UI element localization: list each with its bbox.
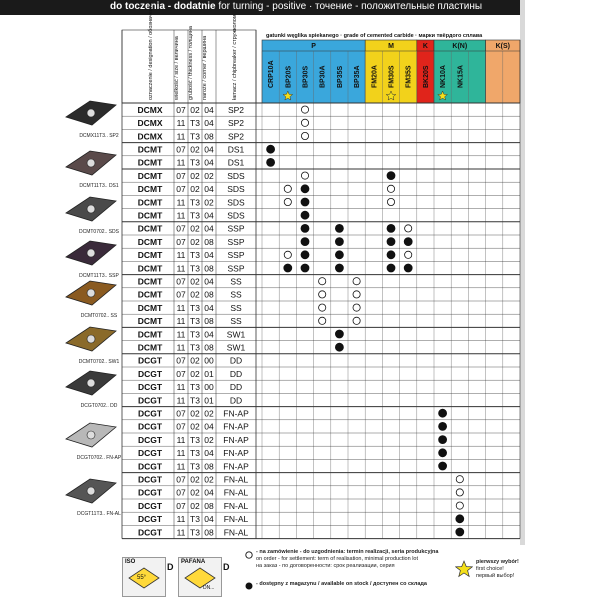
row-size: 07: [176, 144, 186, 155]
row-designation: DCGT: [137, 408, 163, 419]
row-corner: 08: [204, 342, 214, 353]
grade-group-label: P: [311, 43, 316, 50]
grade-group-label: K: [422, 43, 428, 50]
on-order-mark: [284, 198, 291, 205]
row-thickness: T3: [190, 118, 200, 129]
iso-angle: 55°: [137, 575, 147, 581]
row-chipbreaker: SW1: [226, 329, 246, 340]
row-chipbreaker: FN-AP: [223, 461, 249, 472]
available-on-stock-mark: [439, 436, 447, 444]
insert-caption: DCGT0702.. FN-AP: [76, 455, 122, 461]
row-corner: 04: [204, 250, 214, 261]
row-thickness: 02: [190, 500, 200, 511]
iso-shape: D: [167, 562, 174, 572]
legend: [0, 545, 600, 600]
row-size: 11: [176, 448, 186, 459]
row-chipbreaker: SDS: [227, 170, 245, 181]
row-chipbreaker: DD: [229, 355, 243, 366]
row-designation: DCMT: [137, 223, 163, 234]
insert-caption: DCGT11T3.. FN-AL: [77, 511, 121, 517]
on-order-mark: [301, 106, 308, 113]
row-size: 07: [176, 104, 186, 115]
row-designation: DCMX: [137, 118, 163, 129]
grade-group-header: gatunki węglika spiekanego · grade of cemented carbide · марки твёрдого сплава: [266, 33, 483, 39]
row-chipbreaker: SS: [230, 316, 242, 327]
available-on-stock-mark: [387, 251, 395, 259]
column-header-designation: oznaczenie / designation / обозначение: [148, 2, 154, 100]
row-chipbreaker: SP2: [227, 104, 245, 115]
grade-name: BP30S: [302, 65, 310, 88]
on-order-mark: [387, 185, 394, 192]
row-thickness: 02: [190, 355, 200, 366]
row-chipbreaker: FN-AP: [223, 421, 249, 432]
row-size: 11: [176, 302, 186, 313]
row-size: 07: [176, 500, 186, 511]
row-chipbreaker: FN-AP: [223, 408, 249, 419]
row-designation: DCGT: [137, 527, 163, 538]
row-thickness: T3: [190, 197, 200, 208]
available-on-stock-mark: [387, 264, 395, 272]
row-designation: DCMT: [137, 316, 163, 327]
iso-badge: [122, 557, 174, 597]
grade-name: FM30S: [388, 65, 396, 88]
row-thickness: T3: [190, 157, 200, 168]
row-designation: DCGT: [137, 514, 163, 525]
header-title-bold: do toczenia - dodatnie: [110, 1, 216, 12]
row-corner: 04: [204, 223, 214, 234]
row-designation: DCMX: [137, 104, 163, 115]
row-corner: 02: [204, 197, 214, 208]
available-on-stock-mark: [335, 238, 343, 246]
row-designation: DCMT: [137, 170, 163, 181]
legend-open-line2: on order - for settlement: term of realisation, minimal production lot: [256, 556, 419, 562]
row-chipbreaker: FN-AP: [223, 434, 249, 445]
row-corner: 04: [204, 514, 214, 525]
row-corner: 04: [204, 118, 214, 129]
grade-group-label: M: [388, 43, 394, 50]
row-designation: DCGT: [137, 368, 163, 379]
row-chipbreaker: SSP: [227, 223, 245, 234]
column-header-size: wielkość / size / величина: [174, 36, 180, 100]
row-chipbreaker: SSP: [227, 236, 245, 247]
row-size: 07: [176, 408, 186, 419]
grade-name: FM20A: [371, 65, 379, 88]
available-on-stock-mark: [335, 251, 343, 259]
on-order-mark: [353, 291, 360, 298]
row-size: 11: [176, 157, 186, 168]
on-order-mark: [319, 278, 326, 285]
first-choice-text: [476, 559, 519, 580]
on-order-mark: [456, 489, 463, 496]
column-header-thickness: grubość / thickness / толщина: [188, 26, 194, 100]
row-thickness: T3: [190, 514, 200, 525]
row-size: 11: [176, 263, 186, 274]
insert-caption: DCMT11T3.. SSP: [79, 273, 119, 279]
row-designation: DCGT: [137, 474, 163, 485]
row-designation: DCMT: [137, 184, 163, 195]
row-thickness: 02: [190, 144, 200, 155]
row-corner: 01: [204, 395, 214, 406]
legend-filled-text: [256, 581, 427, 588]
row-corner: 08: [204, 289, 214, 300]
row-designation: DCMT: [137, 144, 163, 155]
grade-group-label: K(N): [452, 43, 468, 50]
row-thickness: 02: [190, 487, 200, 498]
row-corner: 04: [204, 329, 214, 340]
on-order-mark: [405, 225, 412, 232]
grade-name: NK15A: [457, 65, 465, 88]
row-size: 07: [176, 236, 186, 247]
insert-caption: DCMT0702.. SS: [80, 313, 118, 319]
row-size: 07: [176, 276, 186, 287]
row-chipbreaker: DD: [229, 368, 243, 379]
on-order-mark: [301, 132, 308, 139]
on-order-mark: [319, 304, 326, 311]
available-on-stock-mark: [439, 422, 447, 430]
row-designation: DCMT: [137, 329, 163, 340]
available-on-stock-mark: [267, 145, 275, 153]
grade-name: CRP10A: [268, 60, 276, 88]
row-designation: DCGT: [137, 421, 163, 432]
row-corner: 04: [204, 210, 214, 221]
row-thickness: 02: [190, 408, 200, 419]
on-order-mark: [387, 198, 394, 205]
row-size: 11: [176, 395, 186, 406]
row-chipbreaker: SS: [230, 289, 242, 300]
row-designation: DCMT: [137, 276, 163, 287]
row-corner: 02: [204, 170, 214, 181]
row-corner: 02: [204, 408, 214, 419]
on-order-mark: [456, 502, 463, 509]
open-circle-legend-icon: [245, 551, 253, 559]
row-chipbreaker: SSP: [227, 263, 245, 274]
pafana-label: PAFANA: [181, 559, 206, 565]
row-designation: DCMT: [137, 289, 163, 300]
grade-name: BP20S: [285, 65, 293, 88]
legend-filled-line: - dostępny z magazynu / available on stock / доступен со склада: [256, 581, 427, 587]
row-size: 07: [176, 421, 186, 432]
row-corner: 04: [204, 276, 214, 287]
on-order-mark: [284, 251, 291, 258]
row-size: 11: [176, 118, 186, 129]
available-on-stock-mark: [301, 238, 309, 246]
row-thickness: T3: [190, 527, 200, 538]
available-on-stock-mark: [335, 264, 343, 272]
insert-caption: DCMT0702.. SW1: [78, 359, 120, 365]
row-chipbreaker: SDS: [227, 197, 245, 208]
available-on-stock-mark: [284, 264, 292, 272]
row-designation: DCMT: [137, 236, 163, 247]
legend-open-line3: на заказ - по договоренности: срок реализации, серия: [256, 563, 395, 569]
row-chipbreaker: FN-AL: [223, 514, 249, 525]
row-size: 11: [176, 461, 186, 472]
available-on-stock-mark: [335, 343, 343, 351]
row-size: 11: [176, 514, 186, 525]
row-chipbreaker: DS1: [227, 157, 245, 168]
row-corner: 02: [204, 434, 214, 445]
row-thickness: 02: [190, 368, 200, 379]
row-designation: DCGT: [137, 382, 163, 393]
row-corner: 04: [204, 448, 214, 459]
row-chipbreaker: SP2: [227, 131, 245, 142]
legend-open-text: [256, 549, 438, 570]
row-thickness: T3: [190, 329, 200, 340]
available-on-stock-mark: [439, 409, 447, 417]
first-choice-ru: первый выбор!: [476, 573, 515, 579]
on-order-mark: [284, 185, 291, 192]
header-title-rest: for turning - positive · точение - положительные пластины: [218, 1, 483, 12]
available-on-stock-mark: [404, 264, 412, 272]
iso-label: ISO: [125, 559, 136, 565]
row-chipbreaker: SDS: [227, 184, 245, 195]
available-on-stock-mark: [387, 172, 395, 180]
available-on-stock-mark: [439, 449, 447, 457]
row-corner: 08: [204, 316, 214, 327]
insert-caption: DCMX11T3.. SP2: [79, 133, 119, 139]
grade-name: BP30A: [319, 65, 327, 88]
row-thickness: 02: [190, 289, 200, 300]
row-corner: 04: [204, 157, 214, 168]
row-chipbreaker: FN-AL: [223, 487, 249, 498]
row-thickness: 02: [190, 421, 200, 432]
row-size: 11: [176, 527, 186, 538]
available-on-stock-mark: [439, 462, 447, 470]
row-thickness: T3: [190, 210, 200, 221]
row-corner: 04: [204, 104, 214, 115]
row-size: 11: [176, 342, 186, 353]
on-order-mark: [353, 317, 360, 324]
row-designation: DCGT: [137, 487, 163, 498]
insert-caption: DCMT0702.. SDS: [78, 229, 119, 235]
row-designation: DCMT: [137, 342, 163, 353]
row-chipbreaker: FN-AL: [223, 527, 249, 538]
grade-name: NK10A: [440, 65, 448, 88]
available-on-stock-mark: [267, 158, 275, 166]
row-thickness: T3: [190, 461, 200, 472]
grade-name: BK20S: [422, 65, 430, 88]
row-designation: DCMT: [137, 210, 163, 221]
available-on-stock-mark: [335, 330, 343, 338]
row-designation: DCMT: [137, 197, 163, 208]
row-designation: DCGT: [137, 448, 163, 459]
insert-caption: DCMT11T3.. DS1: [79, 183, 119, 189]
on-order-mark: [301, 119, 308, 126]
row-corner: 00: [204, 382, 214, 393]
row-size: 07: [176, 223, 186, 234]
row-thickness: 02: [190, 474, 200, 485]
row-thickness: T3: [190, 342, 200, 353]
row-thickness: 02: [190, 184, 200, 195]
row-designation: DCMX: [137, 131, 163, 142]
on-order-mark: [319, 317, 326, 324]
row-size: 11: [176, 210, 186, 221]
row-chipbreaker: SP2: [227, 118, 245, 129]
available-on-stock-mark: [301, 251, 309, 259]
on-order-mark: [353, 304, 360, 311]
filled-circle-legend-icon: [245, 582, 253, 590]
row-corner: 08: [204, 263, 214, 274]
row-chipbreaker: SSP: [227, 250, 245, 261]
row-corner: 00: [204, 355, 214, 366]
available-on-stock-mark: [456, 515, 464, 523]
row-thickness: 02: [190, 170, 200, 181]
pafana-badge: [178, 557, 230, 597]
row-corner: 08: [204, 131, 214, 142]
first-choice-star-icon: [455, 560, 473, 578]
available-on-stock-mark: [301, 198, 309, 206]
row-corner: 08: [204, 527, 214, 538]
row-thickness: T3: [190, 316, 200, 327]
available-on-stock-mark: [301, 224, 309, 232]
available-on-stock-mark: [404, 238, 412, 246]
row-size: 11: [176, 382, 186, 393]
row-thickness: 02: [190, 236, 200, 247]
row-thickness: T3: [190, 250, 200, 261]
row-chipbreaker: FN-AL: [223, 474, 249, 485]
row-thickness: T3: [190, 434, 200, 445]
row-chipbreaker: SS: [230, 276, 242, 287]
row-chipbreaker: DD: [229, 382, 243, 393]
row-thickness: T3: [190, 263, 200, 274]
on-order-mark: [353, 278, 360, 285]
row-corner: 04: [204, 144, 214, 155]
row-size: 11: [176, 131, 186, 142]
row-chipbreaker: FN-AP: [223, 448, 249, 459]
first-choice-en: first choice!: [476, 566, 504, 572]
row-designation: DCMT: [137, 250, 163, 261]
row-corner: 04: [204, 487, 214, 498]
row-size: 07: [176, 474, 186, 485]
row-thickness: T3: [190, 448, 200, 459]
row-designation: DCGT: [137, 461, 163, 472]
row-size: 11: [176, 329, 186, 340]
row-designation: DCGT: [137, 395, 163, 406]
row-thickness: T3: [190, 302, 200, 313]
row-thickness: T3: [190, 131, 200, 142]
row-corner: 04: [204, 421, 214, 432]
row-designation: DCGT: [137, 355, 163, 366]
row-chipbreaker: SW1: [226, 342, 246, 353]
column-header-chipbreaker: łamacz / chipbreaker / стружколом: [232, 14, 238, 100]
first-choice-pl: pierwszy wybór!: [476, 559, 519, 565]
row-size: 07: [176, 184, 186, 195]
available-on-stock-mark: [335, 224, 343, 232]
grade-name: BP35A: [354, 65, 362, 88]
row-designation: DCGT: [137, 500, 163, 511]
legend-open-line1: - na zamówienie - do uzgodnienia: termin realizacji, seria produkcyjna: [256, 549, 439, 555]
row-corner: 08: [204, 500, 214, 511]
row-size: 07: [176, 170, 186, 181]
row-corner: 08: [204, 236, 214, 247]
insert-caption: DCGT0702.. DD: [80, 403, 118, 409]
on-order-mark: [456, 476, 463, 483]
row-size: 07: [176, 289, 186, 300]
available-on-stock-mark: [387, 224, 395, 232]
row-thickness: 02: [190, 223, 200, 234]
grade-group-label: K(S): [495, 43, 510, 50]
row-designation: DCMT: [137, 157, 163, 168]
grade-name: BP35S: [336, 65, 344, 88]
row-designation: DCMT: [137, 302, 163, 313]
row-size: 11: [176, 250, 186, 261]
row-size: 11: [176, 197, 186, 208]
row-size: 07: [176, 487, 186, 498]
available-on-stock-mark: [301, 264, 309, 272]
row-thickness: T3: [190, 395, 200, 406]
available-on-stock-mark: [301, 211, 309, 219]
row-corner: 04: [204, 184, 214, 195]
row-chipbreaker: DS1: [227, 144, 245, 155]
row-thickness: T3: [190, 382, 200, 393]
row-corner: 04: [204, 302, 214, 313]
row-size: 07: [176, 355, 186, 366]
pafana-code: DN...: [203, 585, 215, 591]
on-order-mark: [319, 291, 326, 298]
row-chipbreaker: DD: [229, 395, 243, 406]
pafana-shape: D: [223, 562, 230, 572]
on-order-mark: [405, 251, 412, 258]
column-header-corner: naroże / corner / вершина: [202, 35, 208, 100]
available-on-stock-mark: [301, 185, 309, 193]
available-on-stock-mark: [387, 238, 395, 246]
row-size: 07: [176, 368, 186, 379]
row-corner: 02: [204, 474, 214, 485]
row-thickness: 02: [190, 104, 200, 115]
row-chipbreaker: SS: [230, 302, 242, 313]
row-size: 11: [176, 316, 186, 327]
row-thickness: 02: [190, 276, 200, 287]
row-designation: DCGT: [137, 434, 163, 445]
row-chipbreaker: SDS: [227, 210, 245, 221]
row-corner: 08: [204, 461, 214, 472]
row-chipbreaker: FN-AL: [223, 500, 249, 511]
available-on-stock-mark: [456, 528, 464, 536]
on-order-mark: [301, 172, 308, 179]
row-designation: DCMT: [137, 263, 163, 274]
grade-name: FM35S: [405, 65, 413, 88]
row-corner: 01: [204, 368, 214, 379]
row-size: 11: [176, 434, 186, 445]
